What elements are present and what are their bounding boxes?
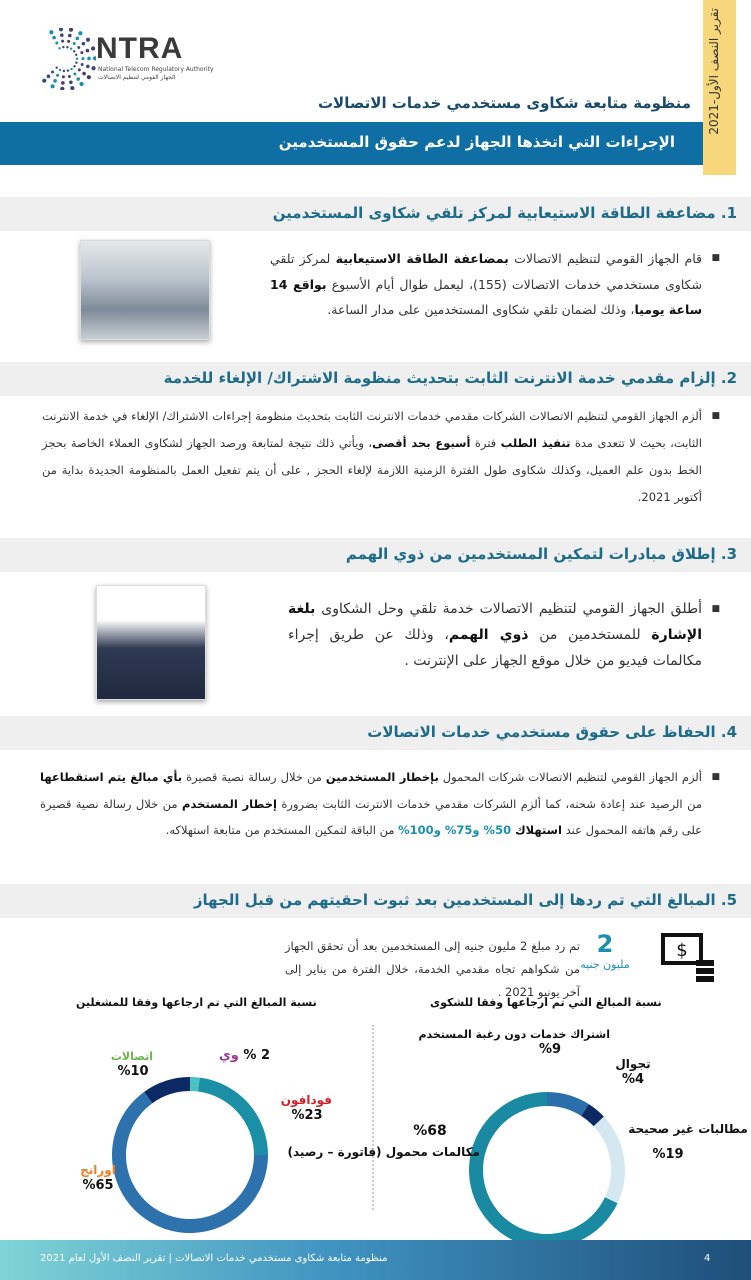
bold-text: تنفيذ الطلب <box>500 436 571 450</box>
label-we <box>220 1048 270 1064</box>
sign-language-photo <box>96 585 206 700</box>
donut-slice <box>547 1092 589 1116</box>
text-segment: تم رد مبلغ 2 مليون جنيه إلى المستخدمين بعد أن تحقق الجهاز من شكواهم تجاه مقدمي الخدمة، خلال الفترة من يناير إلى آخر يونيو 2021 . <box>285 939 580 999</box>
slice-label: اورانج <box>80 1163 116 1177</box>
section-4-heading <box>0 716 751 750</box>
report-period-label: تقرير النصف الأول-2021 <box>707 8 721 135</box>
document-title: منظومة متابعة شكاوى مستخدمي خدمات الاتصالات <box>317 94 691 112</box>
label-vodafone <box>282 1093 332 1124</box>
text-segment: من خلال رسالة نصية قصيرة على رقم هاتفه المحمول عند <box>40 796 702 837</box>
slice-value: %19 <box>652 1147 684 1162</box>
logo-name: NTRA <box>96 32 184 65</box>
section-2-heading <box>0 362 751 396</box>
page-number: 4 <box>704 1253 711 1264</box>
text-segment: ، ويأتي ذلك نتيجة لمتابعة ورصد الجهاز لشكاوى العملاء الخاصة بحجز الخط بدون علم العميل، وكذلك شكاوى طول الفترة الزمنية اللازمة لإلغاء الحجز , على أن يتم تفعيل العمل بالمنظومة الجديدة بداية من أكتوبر 2021. <box>42 436 702 504</box>
slice-value: %68 <box>413 1123 447 1139</box>
bold-text: استهلاك <box>515 823 562 837</box>
bullet-icon: ■ <box>711 772 720 782</box>
text-segment: من الباقة لتمكين المستخدم من متابعة استهلاكه. <box>165 823 399 837</box>
bullet-icon: ■ <box>711 411 720 421</box>
section-1-heading <box>0 197 751 231</box>
text-segment: من الرصيد عند إعادة شحنه، كما ألزم الشركات مقدمي خدمات الانترنت الثابت بضرورة <box>276 796 702 811</box>
bullet-icon: ■ <box>711 253 720 263</box>
bold-text: بواقع 14 ساعة يوميا <box>270 276 702 317</box>
text-segment: لمركز تلقي شكاوى مستخدمي خدمات الاتصالات (155)، ليعمل طوال أيام الأسبوع <box>270 251 703 292</box>
slice-label: اشتراك خدمات دون رغبة المستخدم <box>418 1028 610 1041</box>
report-period-strip <box>703 0 736 175</box>
refund-value: 2 <box>596 930 614 958</box>
text-segment: قام الجهاز القومي لتنظيم الاتصالات <box>508 251 702 266</box>
label-orange <box>78 1163 118 1194</box>
section-1-paragraph <box>270 246 720 323</box>
page-footer <box>0 1240 751 1280</box>
donut-slice <box>594 1117 625 1204</box>
slice-label: مكالمات محمول (فاتورة – رصيد) <box>287 1144 480 1159</box>
text-segment: ، وذلك عن طريق إجراء مكالمات فيديو من خلال موقع الجهاز على الإنترنت . <box>288 627 702 669</box>
label-etisalat <box>110 1050 153 1080</box>
text-segment: أطلق الجهاز القومي لتنظيم الاتصالات خدمة تلقي وحل الشكاوى <box>315 601 702 617</box>
text-segment: ألزم الجهاز القومي لتنظيم الاتصالات الشركات مقدمي خدمات الانترنت الثابت بتحديث منظومة إجراءات الاشتراك/ الإلغاء في خدمة الانترنت الثابت، بحيث لا تتعدى مدة <box>42 409 702 450</box>
text-segment: ألزم الجهاز القومي لتنظيم الاتصالات شركات المحمول <box>438 770 702 784</box>
refund-unit: مليون جنيه <box>580 958 630 971</box>
label-subscription <box>418 1028 610 1058</box>
bold-text: 50% و75% و100% <box>398 823 516 837</box>
ntra-logo <box>34 28 214 90</box>
section-heading-text: 3. إطلاق مبادرات لتمكين المستخدمين من ذوي الهمم <box>345 545 737 563</box>
bold-text: بلغة الإشارة <box>288 601 702 643</box>
label-mobile-calls <box>287 1123 480 1160</box>
refund-stat <box>580 930 630 971</box>
operator-chart-title: نسبة المبالغ التي تم ارجاعها وفقا للمشغلين <box>76 996 317 1009</box>
label-roaming <box>608 1057 658 1088</box>
money-screen-icon <box>660 932 716 984</box>
slice-label: تجوال <box>615 1057 651 1071</box>
slice-value: %10 <box>117 1063 149 1079</box>
svg-text:$: $ <box>676 940 688 961</box>
logo-dots-icon <box>34 28 96 90</box>
section-2-paragraph <box>42 403 720 511</box>
slice-label: مطالبات غير صحيحة <box>628 1122 748 1136</box>
logo-arabic: الجهاز القومي لتنظيم الاتصالات <box>98 74 176 81</box>
logo-english: National Telecom Regulatory Authority <box>98 66 214 73</box>
text-segment: ، وذلك لضمان تلقي شكاوى المستخدمين على مدار الساعة. <box>327 302 635 317</box>
slice-value: %65 <box>82 1178 114 1193</box>
bold-text: بأي مبالغ يتم استقطاعها <box>40 770 183 784</box>
slice-value: %4 <box>621 1072 645 1087</box>
section-3-paragraph <box>288 596 720 674</box>
section-5-paragraph <box>285 935 580 1004</box>
section-3-heading <box>0 538 751 572</box>
bold-text: إخطار المستخدم <box>182 796 277 811</box>
bold-text: بإخطار المستخدمين <box>325 770 439 784</box>
operator-donut-chart <box>90 1055 290 1255</box>
text-segment: من خلال رسالة نصية قصيرة <box>182 770 326 784</box>
bold-text: أسبوع بحد أقصى <box>372 436 471 450</box>
bold-text: بمضاعفة الطاقة الاستيعابية <box>335 251 509 266</box>
slice-label: فودافون <box>280 1093 332 1107</box>
section-4-paragraph <box>40 764 720 844</box>
bold-text: ذوي الهمم <box>448 627 529 643</box>
subtitle-band <box>0 122 703 165</box>
slice-value: %23 <box>291 1108 323 1123</box>
complaint-chart-title: نسبة المبالغ التي تم ارجاعها وفقا للشكوى <box>430 996 662 1009</box>
slice-label: وي <box>218 1048 239 1063</box>
footer-text: منظومة متابعة شكاوى مستخدمي خدمات الاتصالات | تقرير النصف الأول لعام 2021 <box>40 1253 388 1264</box>
slice-value: 2 % <box>243 1048 270 1063</box>
chart-divider <box>372 1025 374 1210</box>
text-segment: فترة <box>470 436 501 450</box>
section-heading-text: 2. إلزام مقدمي خدمة الانترنت الثابت بتحديث منظومة الاشتراك/ الإلغاء للخدمة <box>163 369 737 387</box>
donut-slice <box>198 1078 268 1155</box>
section-heading-text: 4. الحفاظ على حقوق مستخدمي خدمات الاتصالات <box>367 723 737 741</box>
section-heading-text: 5. المبالغ التي تم ردها إلى المستخدمين بعد ثبوت احقيتهم من قبل الجهاز <box>193 891 737 909</box>
slice-label: اتصالات <box>110 1050 153 1063</box>
label-invalid-claims <box>628 1122 748 1163</box>
slice-value: %9 <box>538 1041 562 1057</box>
text-segment: للمستخدمين من <box>528 627 652 643</box>
donut-slice <box>144 1077 190 1103</box>
section-heading-text: 1. مضاعفة الطاقة الاستيعابية لمركز تلقي شكاوى المستخدمين <box>272 204 737 222</box>
section-5-heading <box>0 884 751 918</box>
bullet-icon: ■ <box>711 604 720 614</box>
call-center-photo <box>80 240 210 340</box>
page-subtitle: الإجراءات التي اتخذها الجهاز لدعم حقوق المستخدمين <box>278 133 675 151</box>
